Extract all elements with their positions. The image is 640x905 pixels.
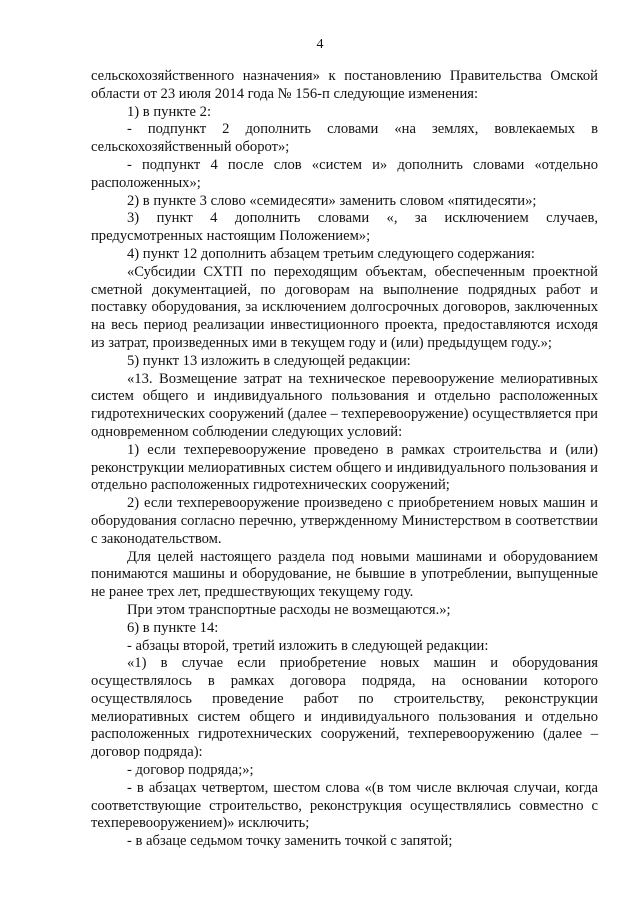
paragraph: - подпункт 4 после слов «систем и» дополнить словами «отдельно расположенных»; xyxy=(91,156,598,191)
paragraph: «13. Возмещение затрат на техническое перевооружение мелиоративных систем общего и индивидуального пользования и отдельно расположенных гидротехнических сооружений (далее – техперевооружение) осуществляется при одновременном соблюдении следующих условий: xyxy=(91,370,598,440)
paragraph: При этом транспортные расходы не возмещаются.»; xyxy=(127,601,451,618)
paragraph: - абзацы второй, третий изложить в следующей редакции: xyxy=(127,637,489,654)
paragraph: сельскохозяйственного назначения» к постановлению Правительства Омской области от 23 июля 2014 года № 156-п следующие изменения: xyxy=(91,68,598,102)
paragraph: 3) пункт 4 дополнить словами «, за исключением случаев, предусмотренных настоящим Положением»; xyxy=(91,210,598,245)
paragraph: - подпункт 2 дополнить словами «на землях, вовлекаемых в сельскохозяйственный оборот»; xyxy=(91,121,598,156)
page-number: 4 xyxy=(316,37,324,52)
document-body xyxy=(91,68,598,851)
paragraph: - договор подряда;»; xyxy=(127,762,254,779)
paragraph: «Субсидии СХТП по переходящим объектам, обеспеченным проектной сметной документацией, по договорам на выполнение подрядных работ и поставку оборудования, за исключением долгосрочных договоров, заключенных на весь период реализации инвестиционного проекта, предоставляются исходя из затрат, произведенных ими в текущем году и (или) предыдущем году.»; xyxy=(91,263,598,351)
paragraph: - в абзацах четвертом, шестом слова «(в том числе включая случаи, когда соответствующие строительство, реконструкция осуществлялись совместно с техперевооружением)» исключить; xyxy=(91,779,598,832)
paragraph: 1) в пункте 2: xyxy=(127,103,212,120)
paragraph: - в абзаце седьмом точку заменить точкой с запятой; xyxy=(127,833,453,850)
paragraph: 4) пункт 12 дополнить абзацем третьим следующего содержания: xyxy=(127,245,535,262)
paragraph: 1) если техперевооружение проведено в рамках строительства и (или) реконструкции мелиоративных систем общего и индивидуального пользования и отдельно расположенных гидротехнических сооружений; xyxy=(91,441,598,494)
paragraph: 2) если техперевооружение произведено с приобретением новых машин и оборудования согласно перечню, утвержденному Министерством в соответствии с законодательством. xyxy=(91,495,598,547)
paragraph: 2) в пункте 3 слово «семидесяти» заменить словом «пятидесяти»; xyxy=(127,192,537,209)
paragraph: «1) в случае если приобретение новых машин и оборудования осуществлялось в рамках договора подряда, на основании которого осуществлялось проведение работ по строительству, реконструкции мелиоративных систем общего и индивидуального пользования и отдельно расположенных гидротехнических сооружений, техперевооружению (далее – договор подряда): xyxy=(91,655,598,761)
paragraph: 5) пункт 13 изложить в следующей редакции: xyxy=(127,352,411,369)
paragraph: Для целей настоящего раздела под новыми машинами и оборудованием понимаются машины и оборудование, не бывшие в употреблении, выпущенные не ранее трех лет, предшествующих текущему году. xyxy=(91,548,598,601)
paragraph: 6) в пункте 14: xyxy=(127,619,219,636)
